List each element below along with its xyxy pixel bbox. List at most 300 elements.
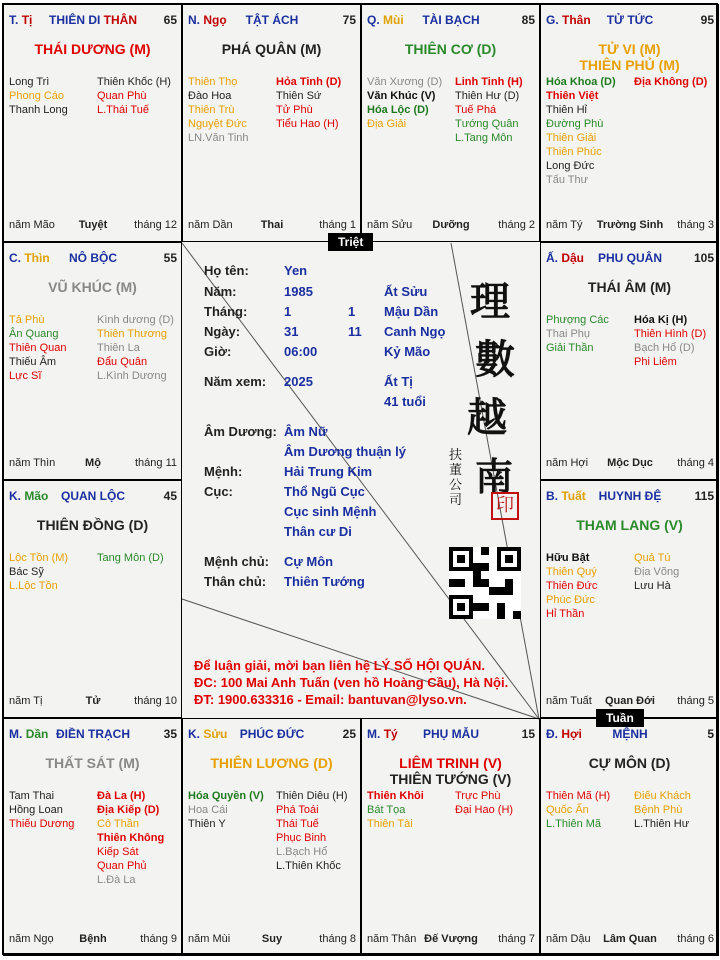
minor-stars-left bbox=[9, 313, 94, 383]
palace-title: TÀI BẠCH bbox=[422, 13, 480, 27]
minor-star: L.Đà La bbox=[97, 874, 136, 886]
minor-star: Đường Phù bbox=[546, 118, 604, 130]
minor-star: Thai Phụ bbox=[546, 328, 591, 340]
minor-star: Thiếu Dương bbox=[9, 818, 75, 830]
palace-title: TỬ TỨC bbox=[606, 13, 654, 27]
palace-name bbox=[546, 489, 714, 503]
minor-stars bbox=[9, 551, 177, 681]
day-lunar: 11 bbox=[348, 324, 362, 339]
minor-stars bbox=[9, 789, 177, 919]
minor-stars bbox=[367, 75, 535, 205]
palace-header bbox=[9, 727, 177, 743]
tuan-marker: Tuần bbox=[596, 709, 644, 727]
main-stars bbox=[541, 279, 718, 295]
palace-footer bbox=[367, 933, 535, 947]
minor-star: Tiểu Hao (H) bbox=[276, 118, 339, 130]
palace-footer bbox=[9, 933, 177, 947]
minor-star: Hữu Bật bbox=[546, 552, 590, 564]
palace-header bbox=[546, 489, 714, 505]
palace-cell-dau bbox=[540, 242, 719, 480]
hour-can: Kỷ Mão bbox=[384, 344, 431, 359]
main-stars bbox=[362, 41, 539, 57]
minor-star: L.Kình Dương bbox=[97, 370, 167, 382]
life-stage: Suy bbox=[261, 933, 283, 945]
year-solar: 1985 bbox=[284, 284, 313, 299]
minor-star: L.Thiên Mã bbox=[546, 818, 602, 830]
minor-star: Bác Sỹ bbox=[9, 566, 44, 578]
hour-value: 06:00 bbox=[284, 344, 318, 359]
minor-star: Quốc Ấn bbox=[546, 804, 589, 816]
palace-title: THIÊN DI bbox=[48, 13, 101, 27]
than-chu-value: Thiên Tướng bbox=[284, 574, 365, 589]
main-stars bbox=[183, 755, 360, 771]
minor-star: Phúc Đức bbox=[546, 594, 595, 606]
minor-star: Hóa Kị (H) bbox=[634, 314, 688, 326]
age-start: 55 bbox=[163, 251, 177, 265]
palace-cell-suu bbox=[182, 718, 361, 956]
month-lunar: 1 bbox=[348, 304, 356, 319]
palace-header bbox=[367, 13, 535, 29]
minor-star: Hóa Khoa (D) bbox=[546, 76, 616, 88]
minor-star: Phi Liêm bbox=[634, 356, 677, 368]
red-seal: 印 bbox=[491, 492, 519, 520]
minor-star: Thiên Sứ bbox=[276, 90, 322, 102]
minor-star: Thiên Giải bbox=[546, 132, 597, 144]
year-label: Năm: bbox=[204, 284, 237, 299]
main-stars bbox=[183, 41, 360, 57]
palace-cell-ty bbox=[3, 4, 182, 242]
palace-footer bbox=[367, 219, 535, 233]
palace-month: tháng 11 bbox=[134, 457, 177, 469]
minor-stars-left bbox=[546, 313, 631, 355]
palace-cell-mui bbox=[361, 4, 540, 242]
palace-month: tháng 3 bbox=[677, 219, 714, 231]
minor-star: Địa Võng bbox=[634, 566, 680, 578]
minor-star: LN.Văn Tinh bbox=[188, 132, 249, 144]
branch-stem: N. bbox=[188, 13, 200, 27]
minor-star: Tướng Quân bbox=[455, 118, 519, 130]
name-value: Yen bbox=[284, 263, 308, 278]
branch-name: Sửu bbox=[203, 727, 228, 741]
minor-stars-right bbox=[97, 551, 182, 565]
palace-month: tháng 9 bbox=[140, 933, 177, 945]
contact-line-1: Để luận giải, mời bạn liên hệ LÝ SỐ HỘI QUÁN. bbox=[194, 658, 485, 673]
palace-title: NÔ BỘC bbox=[69, 251, 117, 265]
minor-star: Lộc Tồn (M) bbox=[9, 552, 69, 564]
palace-month: tháng 1 bbox=[319, 219, 356, 231]
age-start: 65 bbox=[163, 13, 177, 27]
name-label: Họ tên: bbox=[204, 263, 249, 278]
palace-cell-ngo bbox=[182, 4, 361, 242]
palace-year: năm Dần bbox=[188, 219, 233, 231]
minor-stars bbox=[546, 313, 714, 443]
than-position: Thân cư Di bbox=[284, 524, 352, 539]
age-start: 85 bbox=[521, 13, 535, 27]
life-stage: Tử bbox=[85, 695, 101, 707]
minor-stars-left bbox=[188, 75, 273, 145]
cuc-relation: Cục sinh Mệnh bbox=[284, 504, 377, 519]
palace-name bbox=[546, 251, 714, 265]
palace-year: năm Mùi bbox=[188, 933, 231, 945]
qr-code[interactable] bbox=[449, 547, 521, 619]
minor-star: Đà La (H) bbox=[97, 790, 146, 802]
logo-char-3: 越 bbox=[467, 394, 507, 441]
minor-star: L.Tang Môn bbox=[455, 132, 513, 144]
minor-star: Thiên Việt bbox=[546, 90, 599, 102]
minor-star: Thiên Phúc bbox=[546, 146, 602, 158]
menh-chu-label: Mệnh chủ: bbox=[204, 554, 269, 569]
minor-star: Quan Phủ bbox=[97, 860, 147, 872]
life-stage: Thai bbox=[260, 219, 284, 231]
palace-name bbox=[367, 13, 535, 27]
minor-stars-right bbox=[97, 313, 182, 383]
minor-star: Long Trì bbox=[9, 76, 50, 88]
day-solar: 31 bbox=[284, 324, 299, 339]
branch-name: Mùi bbox=[383, 13, 404, 27]
minor-stars bbox=[188, 789, 356, 919]
minor-stars-right bbox=[97, 75, 182, 117]
minor-star: Thiên Diêu (H) bbox=[276, 790, 348, 802]
minor-star: Tử Phù bbox=[276, 104, 313, 116]
minor-star: Hóa Quyền (V) bbox=[188, 790, 264, 802]
age-start: 5 bbox=[707, 727, 714, 741]
minor-star: Hỉ Thần bbox=[546, 608, 585, 620]
age-value: 41 tuổi bbox=[384, 394, 426, 409]
minor-star: Long Đức bbox=[546, 160, 595, 172]
branch-name: Ngọ bbox=[203, 13, 227, 27]
minor-stars-right bbox=[634, 551, 719, 593]
palace-header bbox=[546, 251, 714, 267]
minor-stars bbox=[9, 75, 177, 205]
minor-star: Thiếu Âm bbox=[9, 356, 57, 368]
main-star: TỬ VI (M) bbox=[598, 41, 661, 57]
life-stage: Bệnh bbox=[79, 933, 107, 945]
palace-header bbox=[546, 727, 714, 743]
branch-stem: M. bbox=[9, 727, 23, 741]
minor-star: Nguyệt Đức bbox=[188, 118, 247, 130]
minor-star: Hồng Loan bbox=[9, 804, 63, 816]
cuc-label: Cục: bbox=[204, 484, 233, 499]
palace-name bbox=[367, 727, 535, 741]
minor-star: Văn Khúc (V) bbox=[367, 90, 436, 102]
minor-star: Thiên Hình (D) bbox=[634, 328, 707, 340]
minor-star: Tam Thai bbox=[9, 790, 55, 802]
year-can: Ất Sửu bbox=[384, 284, 428, 299]
minor-star: Tấu Thư bbox=[546, 174, 589, 186]
life-stage: Mộ bbox=[85, 457, 101, 469]
minor-star: Thiên Không bbox=[97, 832, 165, 844]
minor-stars-right bbox=[634, 75, 719, 89]
am-duong-relation: Âm Dương thuận lý bbox=[284, 444, 406, 459]
palace-title: TẬT ÁCH bbox=[245, 13, 299, 27]
main-stars bbox=[4, 517, 181, 533]
menh-label: Mệnh: bbox=[204, 464, 243, 479]
minor-star: Bạch Hổ (D) bbox=[634, 342, 695, 354]
palace-footer bbox=[546, 933, 714, 947]
minor-star: L.Thiên Hư bbox=[634, 818, 690, 830]
month-solar: 1 bbox=[284, 304, 292, 319]
minor-stars bbox=[546, 551, 714, 681]
month-can: Mậu Dần bbox=[384, 304, 439, 319]
branch-name: Tý bbox=[383, 727, 398, 741]
minor-stars-left bbox=[546, 789, 631, 831]
main-stars bbox=[541, 41, 718, 73]
minor-star: Đại Hao (H) bbox=[455, 804, 514, 816]
menh-chu-value: Cự Môn bbox=[284, 554, 334, 569]
minor-star: L.Bạch Hổ bbox=[276, 846, 328, 858]
palace-footer bbox=[9, 219, 177, 233]
minor-star: Thái Tuế bbox=[276, 818, 319, 830]
main-star: PHÁ QUÂN (M) bbox=[221, 41, 322, 57]
minor-star: Thiên Thọ bbox=[188, 76, 238, 88]
minor-star: Đẩu Quân bbox=[97, 356, 148, 368]
minor-stars-right bbox=[276, 75, 361, 131]
minor-star: L.Thiên Khốc bbox=[276, 860, 341, 872]
minor-star: Điếu Khách bbox=[634, 790, 691, 802]
palace-header bbox=[188, 13, 356, 29]
life-stage: Quan Đới bbox=[605, 695, 655, 707]
palace-year: năm Hợi bbox=[546, 457, 589, 469]
minor-star: Địa Giải bbox=[367, 118, 407, 130]
main-stars bbox=[362, 755, 539, 787]
palace-cell-tuat bbox=[540, 480, 719, 718]
palace-month: tháng 12 bbox=[134, 219, 177, 231]
age-start: 45 bbox=[163, 489, 177, 503]
minor-stars-right bbox=[634, 789, 719, 831]
palace-footer bbox=[9, 457, 177, 471]
day-label: Ngày: bbox=[204, 324, 241, 339]
branch-name: Tuất bbox=[561, 489, 586, 503]
palace-title: ĐIỀN TRẠCH bbox=[56, 727, 130, 741]
branch-stem: B. bbox=[546, 489, 558, 503]
palace-cell-than bbox=[540, 4, 719, 242]
branch-stem: Ấ. bbox=[546, 251, 558, 265]
palace-month: tháng 7 bbox=[498, 933, 535, 945]
branch-stem: C. bbox=[9, 251, 21, 265]
palace-footer bbox=[546, 695, 714, 709]
main-star: THIÊN CƠ (D) bbox=[404, 41, 497, 57]
day-can: Canh Ngọ bbox=[384, 324, 446, 339]
palace-cell-ty2 bbox=[361, 718, 540, 956]
palace-year: năm Tuất bbox=[546, 695, 592, 707]
minor-star: Bệnh Phù bbox=[634, 804, 683, 816]
age-start: 95 bbox=[700, 13, 714, 27]
age-start: 75 bbox=[342, 13, 356, 27]
main-star: THẤT SÁT (M) bbox=[45, 755, 140, 771]
minor-stars-left bbox=[9, 789, 94, 831]
palace-name bbox=[9, 13, 177, 27]
branch-name: Dần bbox=[25, 727, 49, 741]
minor-stars bbox=[546, 789, 714, 919]
palace-header bbox=[188, 727, 356, 743]
minor-star: Ân Quang bbox=[9, 328, 59, 340]
minor-star: Thanh Long bbox=[9, 104, 68, 116]
minor-star: Linh Tinh (H) bbox=[455, 76, 523, 88]
logo-char-4: 南 bbox=[475, 454, 514, 499]
minor-star: Đào Hoa bbox=[188, 90, 232, 102]
life-stage: Tuyệt bbox=[78, 219, 108, 231]
palace-cell-hoi bbox=[540, 718, 719, 956]
minor-star: Bát Tọa bbox=[367, 804, 406, 816]
logo-char-1: 理 bbox=[470, 278, 510, 325]
branch-stem: Q. bbox=[367, 13, 380, 27]
minor-star: Thiên La bbox=[97, 342, 140, 354]
palace-title: PHÚC ĐỨC bbox=[239, 727, 305, 741]
palace-name bbox=[9, 727, 177, 741]
main-star: LIÊM TRINH (V) bbox=[399, 755, 502, 771]
life-stage: Mộc Dục bbox=[607, 457, 653, 469]
hour-label: Giờ: bbox=[204, 344, 232, 359]
minor-star: Hỏa Tinh (D) bbox=[276, 76, 342, 88]
minor-stars-right bbox=[97, 789, 182, 887]
logo-char-2: 數 bbox=[475, 336, 515, 383]
minor-star: Thiên Trù bbox=[188, 104, 235, 116]
minor-star: Phá Toái bbox=[276, 804, 319, 816]
life-stage: Trường Sinh bbox=[596, 219, 664, 231]
minor-star: Kình dương (D) bbox=[97, 314, 174, 326]
minor-star: Thiên Y bbox=[188, 818, 226, 830]
minor-stars bbox=[188, 75, 356, 205]
menh-value: Hải Trung Kim bbox=[284, 464, 373, 479]
palace-name bbox=[188, 13, 356, 27]
minor-star: Quả Tú bbox=[634, 552, 671, 564]
palace-name bbox=[9, 251, 177, 265]
minor-stars-left bbox=[9, 75, 94, 117]
minor-star: Giải Thần bbox=[546, 342, 594, 354]
life-stage: Đế Vượng bbox=[424, 933, 478, 945]
main-stars bbox=[541, 517, 718, 533]
minor-star: Thiên Khốc (H) bbox=[97, 76, 171, 88]
palace-year: năm Thân bbox=[367, 933, 417, 945]
main-star: THÁI DƯƠNG (M) bbox=[34, 41, 151, 57]
month-label: Tháng: bbox=[204, 304, 248, 319]
palace-month: tháng 8 bbox=[319, 933, 356, 945]
palace-name bbox=[188, 727, 356, 741]
age-start: 35 bbox=[163, 727, 177, 741]
branch-stem: M. bbox=[367, 727, 381, 741]
triet-marker: Triệt bbox=[328, 233, 373, 251]
minor-star: Quan Phù bbox=[97, 90, 147, 102]
palace-title: HUYNH ĐỆ bbox=[598, 489, 662, 503]
logo-side-text: 扶董公司 bbox=[449, 448, 463, 508]
branch-name: Dậu bbox=[561, 251, 585, 265]
palace-header bbox=[9, 251, 177, 267]
minor-stars-left bbox=[546, 551, 631, 621]
minor-star: Thiên Khôi bbox=[367, 790, 424, 802]
main-star: VŨ KHÚC (M) bbox=[48, 279, 137, 295]
main-star: THAM LANG (V) bbox=[576, 517, 683, 533]
palace-name bbox=[9, 489, 177, 503]
minor-star: Lưu Hà bbox=[634, 580, 671, 592]
palace-name bbox=[546, 727, 714, 741]
palace-month: tháng 10 bbox=[134, 695, 177, 707]
palace-header bbox=[9, 489, 177, 505]
contact-line-3: ĐT: 1900.633316 - Email: bantuvan@lyso.vn. bbox=[194, 692, 467, 707]
palace-footer bbox=[546, 219, 714, 233]
minor-stars-left bbox=[9, 551, 94, 593]
branch-stem: G. bbox=[546, 13, 559, 27]
main-star: THIÊN LƯƠNG (D) bbox=[210, 755, 333, 771]
palace-month: tháng 4 bbox=[677, 457, 714, 469]
branch-stem: T. bbox=[9, 13, 19, 27]
age-start: 25 bbox=[342, 727, 356, 741]
minor-star: Phong Cáo bbox=[9, 90, 65, 102]
palace-cell-mao bbox=[3, 480, 182, 718]
minor-stars-right bbox=[634, 313, 719, 369]
life-stage: Lâm Quan bbox=[603, 933, 657, 945]
main-stars bbox=[4, 755, 181, 771]
age-start: 115 bbox=[694, 489, 714, 503]
age-start: 15 bbox=[521, 727, 535, 741]
palace-footer bbox=[546, 457, 714, 471]
minor-star: Văn Xương (D) bbox=[367, 76, 443, 88]
palace-month: tháng 5 bbox=[677, 695, 714, 707]
main-star: THIÊN PHỦ (M) bbox=[579, 57, 680, 73]
main-star: CỰ MÔN (D) bbox=[588, 755, 671, 771]
palace-year: năm Mão bbox=[9, 219, 55, 231]
age-start: 105 bbox=[693, 251, 714, 265]
branch-stem: K. bbox=[9, 489, 21, 503]
palace-footer bbox=[188, 219, 356, 233]
view-can: Ất Tị bbox=[384, 374, 413, 389]
branch-name: Mão bbox=[24, 489, 49, 503]
minor-star: Thiên Hỉ bbox=[546, 104, 587, 116]
palace-year: năm Dậu bbox=[546, 933, 591, 945]
palace-title: PHU QUÂN bbox=[597, 251, 662, 265]
minor-star: Thiên Thương bbox=[97, 328, 168, 340]
palace-header bbox=[546, 13, 714, 29]
minor-star: Thiên Đức bbox=[546, 580, 598, 592]
minor-star: Thiên Mã (H) bbox=[546, 790, 611, 802]
minor-star: Thiên Tài bbox=[367, 818, 413, 830]
branch-name: Tị bbox=[21, 13, 33, 27]
palace-header bbox=[367, 727, 535, 743]
branch-name: Hợi bbox=[561, 727, 582, 741]
main-stars bbox=[4, 279, 181, 295]
minor-star: Thiên Quý bbox=[546, 566, 597, 578]
minor-stars-left bbox=[188, 789, 273, 831]
minor-star: Tả Phù bbox=[9, 314, 45, 326]
palace-month: tháng 2 bbox=[498, 219, 535, 231]
palace-footer bbox=[9, 695, 177, 709]
minor-stars-right bbox=[455, 789, 540, 817]
minor-star: Phượng Các bbox=[546, 314, 609, 326]
minor-star: Tang Môn (D) bbox=[97, 552, 164, 564]
branch-stem: K. bbox=[188, 727, 200, 741]
palace-cell-thin bbox=[3, 242, 182, 480]
main-star: THIÊN ĐỒNG (D) bbox=[36, 517, 149, 533]
palace-title: PHỤ MẪU bbox=[423, 727, 479, 741]
minor-stars bbox=[9, 313, 177, 443]
branch-stem: Đ. bbox=[546, 727, 558, 741]
minor-star: Hoa Cái bbox=[188, 804, 228, 816]
minor-star: Thiên Hư (D) bbox=[455, 90, 520, 102]
palace-month: tháng 6 bbox=[677, 933, 714, 945]
main-star: THÁI ÂM (M) bbox=[587, 279, 672, 295]
minor-star: Trực Phù bbox=[455, 790, 501, 802]
minor-stars bbox=[367, 789, 535, 919]
minor-star: Địa Kiếp (D) bbox=[97, 804, 160, 816]
qr-pattern bbox=[449, 547, 521, 619]
branch-name: Thân bbox=[562, 13, 591, 27]
minor-star: Địa Không (D) bbox=[634, 76, 708, 88]
palace-cell-dan bbox=[3, 718, 182, 956]
minor-stars-right bbox=[455, 75, 540, 145]
minor-stars-left bbox=[367, 75, 452, 131]
minor-star: Thiên Quan bbox=[9, 342, 67, 354]
palace-header bbox=[9, 13, 177, 29]
minor-star: Phục Binh bbox=[276, 832, 327, 844]
